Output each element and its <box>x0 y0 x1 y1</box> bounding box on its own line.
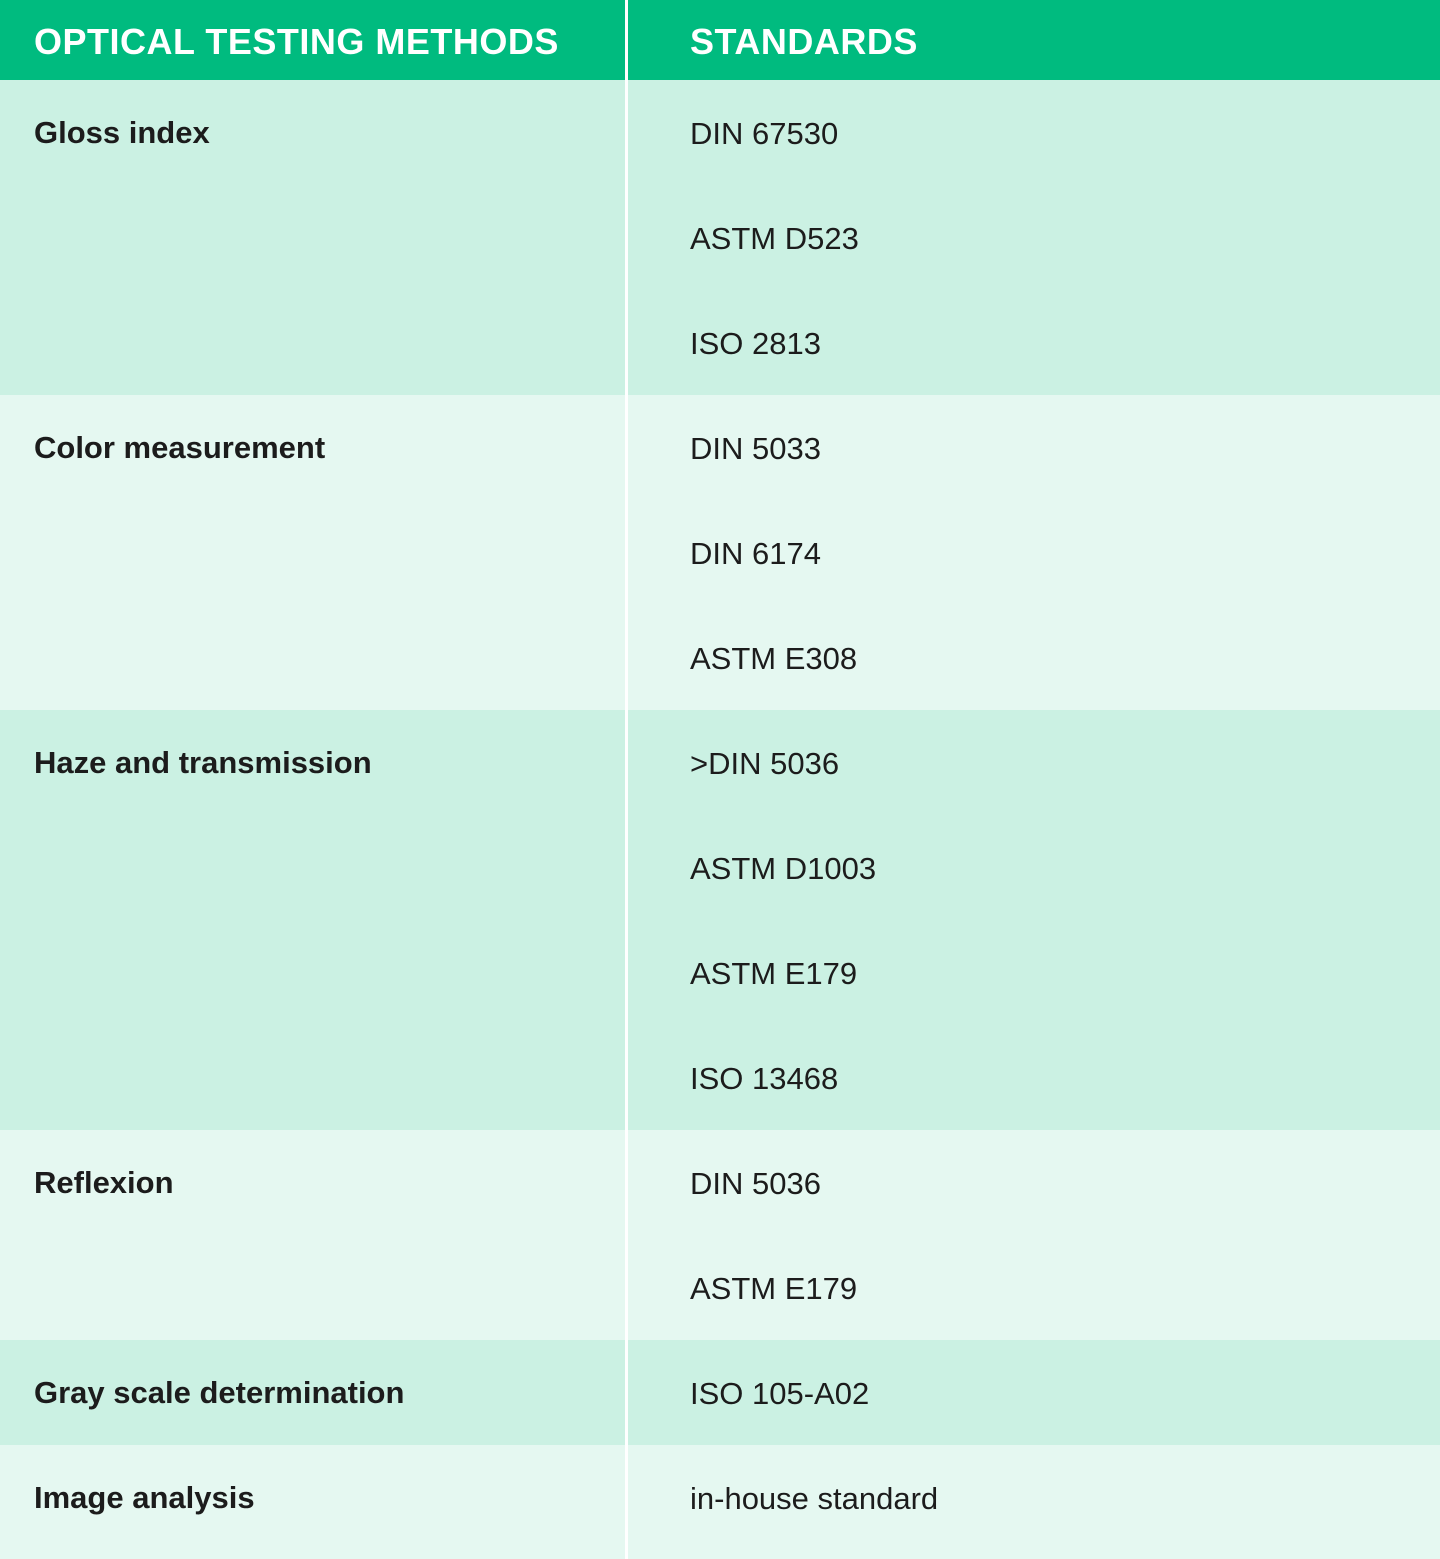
standard-item: ISO 2813 <box>690 326 821 361</box>
standards-cell <box>625 1445 1440 1559</box>
table-row <box>0 1130 1440 1340</box>
method-name: Reflexion <box>34 1165 174 1200</box>
standards-cell <box>625 1340 1440 1445</box>
standard-item: DIN 5033 <box>690 431 821 466</box>
standard-item: ASTM E179 <box>690 956 858 991</box>
standards-cell <box>625 1130 1440 1340</box>
standard-item: DIN 5036 <box>690 1166 821 1201</box>
table-body <box>0 80 1440 1559</box>
standard-item: DIN 6174 <box>690 536 821 571</box>
standard-item: ASTM E308 <box>690 641 858 676</box>
method-name: Haze and transmission <box>34 745 372 780</box>
standard-item: ASTM D1003 <box>690 851 877 886</box>
standards-cell <box>625 80 1440 395</box>
standard-item: ISO 105-A02 <box>690 1376 870 1411</box>
method-name: Gloss index <box>34 115 210 150</box>
table-header <box>0 0 1440 80</box>
standard-item: ASTM E179 <box>690 1271 858 1306</box>
table-row <box>0 1445 1440 1559</box>
method-name: Color measurement <box>34 430 326 465</box>
table-row <box>0 80 1440 395</box>
table-row <box>0 710 1440 1130</box>
method-name: Gray scale determination <box>34 1375 405 1410</box>
header-standards: STANDARDS <box>625 0 1440 80</box>
standards-cell <box>625 395 1440 710</box>
standard-item: >DIN 5036 <box>690 746 840 781</box>
standard-item: DIN 67530 <box>690 116 839 151</box>
standard-item: ASTM D523 <box>690 221 859 256</box>
standard-item: ISO 13468 <box>690 1061 839 1096</box>
standards-cell <box>625 710 1440 1130</box>
standard-item: in-house standard <box>690 1481 939 1516</box>
table-row <box>0 1340 1440 1445</box>
method-name: Image analysis <box>34 1480 255 1515</box>
header-methods: OPTICAL TESTING METHODS <box>34 21 559 62</box>
table-row <box>0 395 1440 710</box>
